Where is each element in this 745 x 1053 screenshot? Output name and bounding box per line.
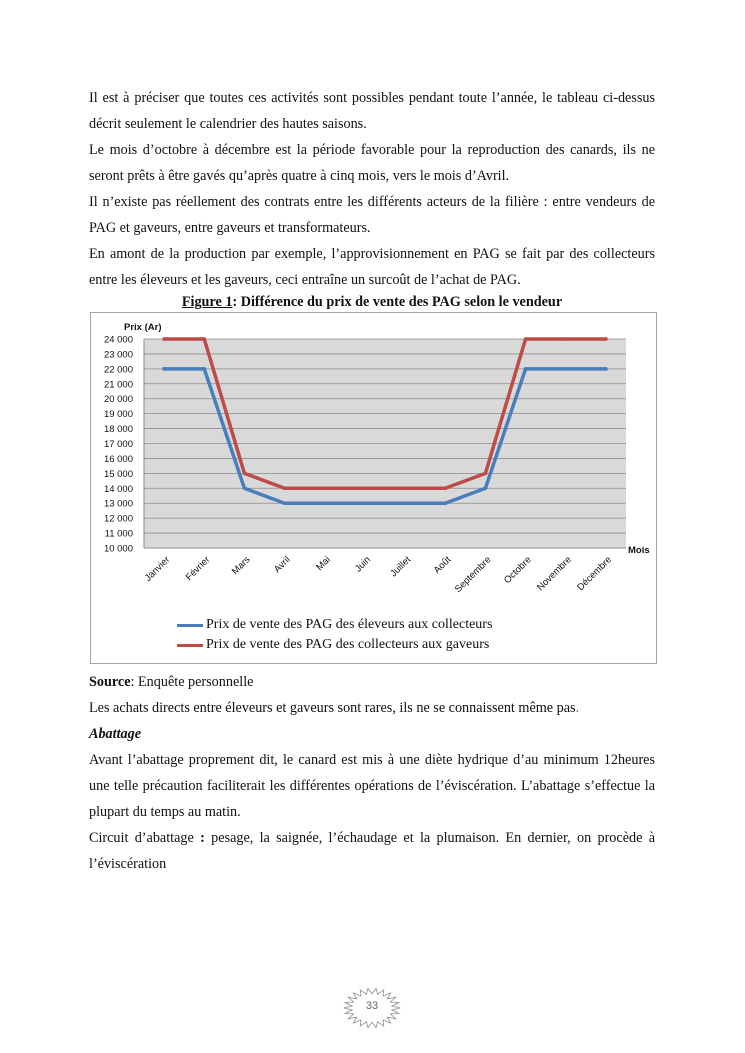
data-point xyxy=(524,337,528,341)
legend-label-eleveurs: Prix de vente des PAG des éleveurs aux collecteurs xyxy=(206,617,493,632)
x-tick-label: Mai xyxy=(314,554,333,573)
x-tick-label: Octobre xyxy=(502,554,534,587)
page-number: 33 xyxy=(365,1000,379,1012)
y-tick-label: 24 000 xyxy=(103,334,133,346)
y-tick-label: 20 000 xyxy=(103,394,133,406)
paragraph-abattage: Avant l’abattage proprement dit, le canard est mis à une diète hydrique d’au minimum 12heures une telle précaution faciliterait les différentes opérations de l’éviscération. L’abattage s’effectue la plupart du temps au matin. xyxy=(89,752,655,820)
data-point xyxy=(484,486,488,490)
figure-caption xyxy=(89,294,655,311)
x-tick-label: Septembre xyxy=(452,554,494,595)
achats-text: Les achats directs entre éleveurs et gaveurs sont rares, ils ne se connaissent même pas xyxy=(89,700,576,716)
data-point xyxy=(323,486,327,490)
data-point xyxy=(162,337,166,341)
circuit-text: pesage, la saignée, l’échaudage et la plumaison. En dernier, on procède à l’éviscération xyxy=(89,830,655,872)
chart-legend xyxy=(177,615,492,655)
data-point xyxy=(524,367,528,371)
x-tick-label: Novembre xyxy=(535,554,574,594)
x-tick-label: Juillet xyxy=(388,554,414,580)
x-tick-label: Février xyxy=(183,554,213,584)
data-point xyxy=(564,367,568,371)
y-tick-label: 21 000 xyxy=(103,379,133,391)
y-tick-label: 17 000 xyxy=(103,439,133,450)
data-point xyxy=(604,367,608,371)
y-tick-label: 14 000 xyxy=(103,483,133,495)
data-point xyxy=(283,501,287,505)
y-tick-label: 19 000 xyxy=(103,409,133,421)
data-point xyxy=(403,486,407,490)
figure-label: Figure 1 xyxy=(181,294,233,310)
y-tick-label: 13 000 xyxy=(103,498,133,510)
data-point xyxy=(243,472,247,476)
y-tick-label: 23 000 xyxy=(103,349,133,361)
data-point xyxy=(202,367,206,371)
data-point xyxy=(323,501,327,505)
paragraph-activites: Il est à préciser que toutes ces activités sont possibles pendant toute l’année, le tableau ci-dessus décrit seulement le calendrier des hautes saisons. xyxy=(89,90,655,132)
legend-item-eleveurs xyxy=(177,615,492,635)
source-line xyxy=(89,672,655,692)
paragraph-contrats: Il n’existe pas réellement des contrats entre les différents acteurs de la filière : entre vendeurs de PAG et gaveurs, entre gaveurs et transformateurs. xyxy=(89,194,655,236)
paragraph-approvisionnement: En amont de la production par exemple, l’approvisionnement en PAG se fait par des collecteurs entre les éleveurs et les gaveurs, ceci entraîne un surcoût de l’achat de PAG. xyxy=(89,246,655,288)
y-tick-label: 22 000 xyxy=(103,364,133,376)
chart-svg xyxy=(91,313,656,663)
y-tick-label: 18 000 xyxy=(103,424,133,436)
data-point xyxy=(443,486,447,490)
paragraph-reproduction: Le mois d’octobre à décembre est la période favorable pour la reproduction des canards, ils ne seront prêts à être gavés qu’après quatre à cinq mois, vers le mois d’Avril. xyxy=(89,142,655,184)
y-axis-title: Prix (Ar) xyxy=(124,322,162,333)
x-tick-label: Janvier xyxy=(142,554,173,584)
data-point xyxy=(202,337,206,341)
legend-item-collecteurs xyxy=(177,635,492,655)
legend-swatch-blue xyxy=(177,624,203,627)
x-tick-label: Avril xyxy=(271,554,293,576)
achats-period: . xyxy=(575,700,580,716)
circuit-colon: : xyxy=(200,830,205,846)
data-point xyxy=(403,501,407,505)
x-axis-title: Mois xyxy=(628,545,650,556)
x-tick-label: Décembre xyxy=(575,554,615,594)
y-tick-label: 12 000 xyxy=(103,513,133,525)
y-tick-label: 11 000 xyxy=(104,528,133,540)
data-point xyxy=(604,337,608,341)
data-point xyxy=(243,486,247,490)
x-tick-label: Août xyxy=(431,554,454,576)
paragraph-achats xyxy=(89,698,655,718)
data-point xyxy=(283,486,287,490)
data-point xyxy=(484,472,488,476)
price-chart xyxy=(90,312,657,664)
source-text: : Enquête personnelle xyxy=(130,674,254,690)
section-title-abattage: Abattage xyxy=(89,726,142,742)
y-tick-label: 10 000 xyxy=(103,543,133,555)
source-label: Source xyxy=(89,674,131,690)
data-point xyxy=(443,501,447,505)
legend-swatch-red xyxy=(177,644,203,647)
x-tick-label: Mars xyxy=(229,554,253,578)
figure-title: : Différence du prix de vente des PAG selon le vendeur xyxy=(232,294,563,310)
page-number-badge xyxy=(341,986,403,1030)
y-tick-label: 16 000 xyxy=(103,453,133,465)
circuit-label: Circuit d’abattage xyxy=(89,830,201,846)
data-point xyxy=(363,486,367,490)
paragraph-circuit xyxy=(89,825,655,877)
legend-label-collecteurs: Prix de vente des PAG des collecteurs aux gaveurs xyxy=(206,637,490,652)
data-point xyxy=(363,501,367,505)
data-point xyxy=(564,337,568,341)
data-point xyxy=(162,367,166,371)
x-tick-label: Juin xyxy=(352,554,374,575)
y-tick-label: 15 000 xyxy=(103,468,133,480)
